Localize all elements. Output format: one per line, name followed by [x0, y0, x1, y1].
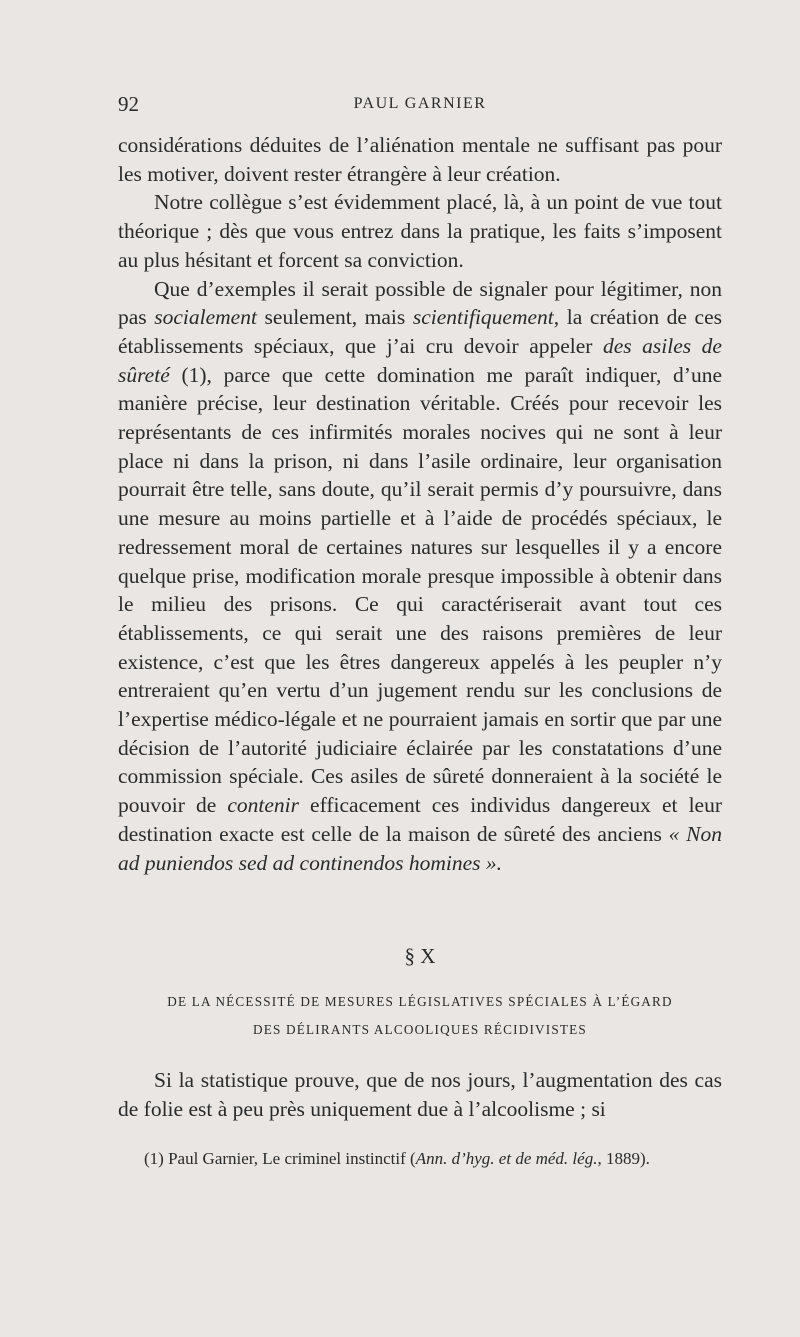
text-run: , la création de ces établissements spéciaux, que j’ai cru devoir appeler [118, 305, 722, 358]
text-run: seulement, mais [256, 305, 413, 330]
italic-text: socialement [154, 305, 257, 330]
italic-text: des asiles de sûreté [118, 333, 722, 387]
footnote [118, 1146, 722, 1171]
section-mark: § X [404, 944, 436, 968]
section-paragraph: Si la statistique prouve, que de nos jours, l’augmentation des cas de folie est à peu près uniquement due à l’alcoolisme ; si [118, 1068, 722, 1121]
paragraph-asiles-de-surete [118, 275, 722, 878]
text-run: efficacement ces individus dangereux et leur destination exacte est celle de la maison de sûreté des anciens [118, 793, 722, 846]
footnote-text: (1) Paul Garnier, Le criminel instinctif ( [144, 1149, 416, 1168]
paragraph-continued: considérations déduites de l’aliénation mentale ne suffisant pas pour les motiver, doivent rester étrangère à leur création. [118, 133, 722, 186]
running-head: PAUL GARNIER [353, 95, 487, 112]
main-text [118, 131, 722, 877]
text-run: Que d’exemples il serait possible de signaler pour légitimer, non pas [118, 276, 722, 330]
footnote-italic: Ann. d’hyg. et de méd. lég. [415, 1149, 598, 1168]
italic-text: contenir [227, 793, 299, 818]
section-title-line: DES DÉLIRANTS ALCOOLIQUES RÉCIDIVISTES [253, 1022, 587, 1037]
page-number: 92 [118, 92, 139, 116]
section-title-line: DE LA NÉCESSITÉ DE MESURES LÉGISLATIVES SPÉCIALES À L’ÉGARD [167, 994, 673, 1009]
footnote-text: , 1889). [597, 1149, 650, 1168]
section-title [118, 988, 722, 1044]
italic-text: scientifiquement [412, 305, 554, 330]
italic-quote: « Non ad puniendos sed ad continendos homines ». [118, 821, 722, 875]
paragraph: Notre collègue s’est évidemment placé, là, à un point de vue tout théorique ; dès que vous entrez dans la pratique, les faits s’imposent au plus hésitant et forcent sa conviction. [118, 190, 722, 272]
page-header [118, 92, 722, 122]
text-run: (1), parce que cette domination me paraît indiquer, d’une manière précise, leur destination véritable. Créés pour recevoir les représentants de ces infirmités morales nocives qui ne sont à leur place ni dans la prison, ni dans l’asile ordinaire, leur organisation pourrait être telle, sans doute, qu’il serait permis d’y poursuivre, dans une mesure au moins partielle et à l’aide de procédés spéciaux, le redressement moral de certaines natures sur lesquelles il y a encore quelque prise, modification morale presque impossible à obtenir dans le milieu des prisons. Ce qui caractériserait avant tout ces établissements, ce qui serait une des raisons premières de leur existence, c’est que les êtres dangereux appelés à les peupler n’y entreraient qu’en vertu d’un jugement rendu sur les conclusions de l’expertise médico-légale et ne pourraient jamais en sortir que par une décision de l’autorité judiciaire éclairée par les constatations d’une commission spéciale. Ces asiles de sûreté donneraient à la société le pouvoir de [118, 362, 722, 818]
